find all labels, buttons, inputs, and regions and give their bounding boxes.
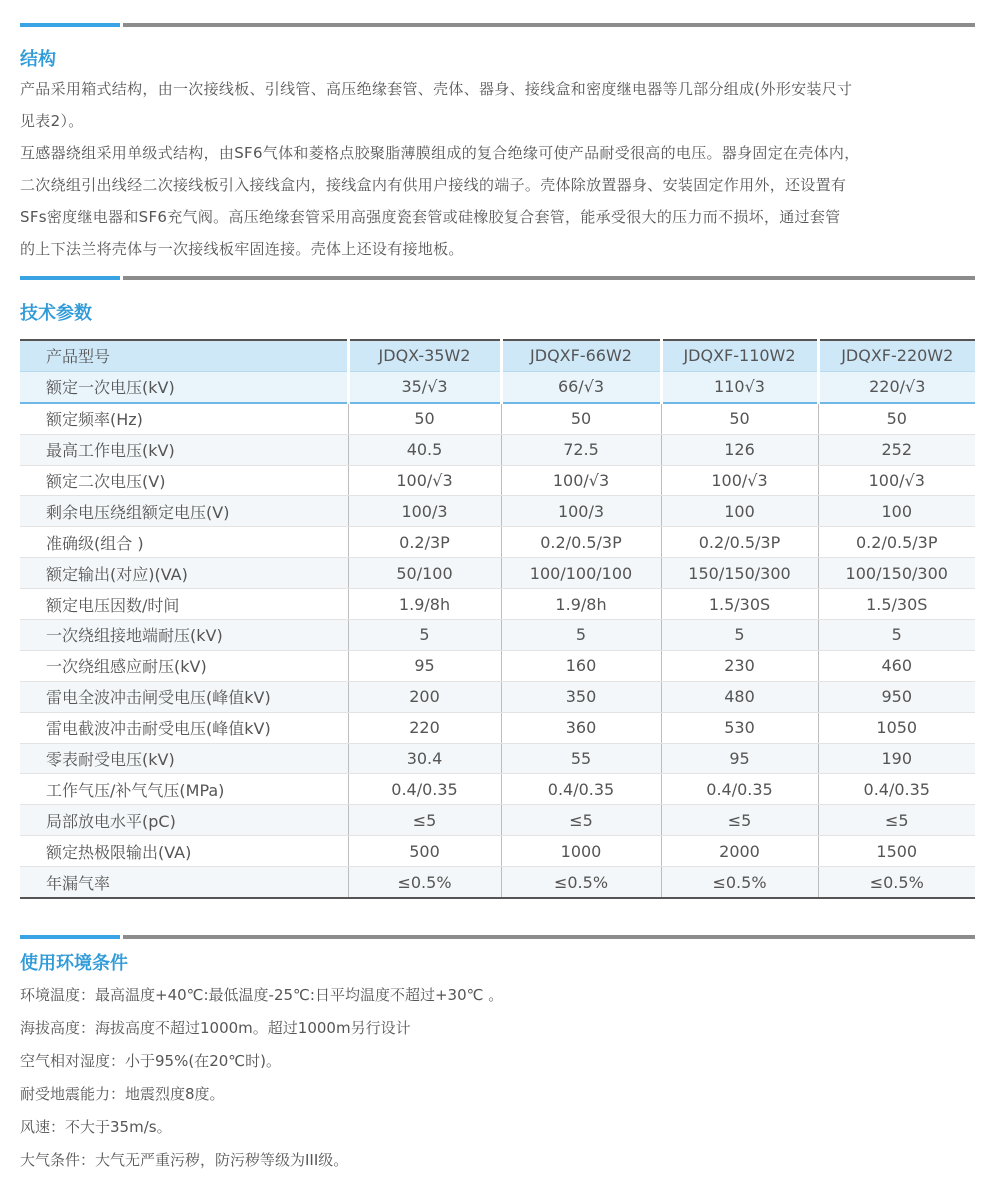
param-value-cell: 40.5 <box>348 434 501 465</box>
param-value-cell: 1.9/8h <box>348 589 501 620</box>
structure-body <box>20 73 975 265</box>
table-row <box>20 774 975 805</box>
env-title: 使用环境条件 <box>20 953 128 974</box>
param-value-cell: 50 <box>818 403 975 434</box>
param-value-cell: 950 <box>818 681 975 712</box>
param-value-cell: 480 <box>661 681 818 712</box>
structure-section <box>20 23 975 265</box>
table-row <box>20 867 975 898</box>
env-line: 风速：不大于35m/s。 <box>20 1118 172 1136</box>
param-value-cell: 95 <box>348 650 501 681</box>
env-line: 耐受地震能力：地震烈度8度。 <box>20 1085 225 1103</box>
param-value-cell: 360 <box>501 712 661 743</box>
param-name-cell: 额定一次电压(kV) <box>20 371 348 402</box>
param-name-cell: 局部放电水平(pC) <box>20 805 348 836</box>
param-value-cell: 0.4/0.35 <box>661 774 818 805</box>
param-name-cell: 最高工作电压(kV) <box>20 434 348 465</box>
param-value-cell: 150/150/300 <box>661 558 818 589</box>
model-header-cell: JDQXF-66W2 <box>501 340 661 371</box>
table-row <box>20 620 975 651</box>
param-value-cell: 190 <box>818 743 975 774</box>
table-row <box>20 434 975 465</box>
tech-title: 技术参数 <box>20 303 92 324</box>
param-value-cell: ≤0.5% <box>818 867 975 898</box>
section-divider <box>20 276 975 280</box>
table-row <box>20 496 975 527</box>
param-name-cell: 一次绕组接地端耐压(kV) <box>20 620 348 651</box>
model-header-cell: JDQX-35W2 <box>348 340 501 371</box>
param-value-cell: 0.4/0.35 <box>501 774 661 805</box>
model-header-cell: JDQXF-110W2 <box>661 340 818 371</box>
param-value-cell: 160 <box>501 650 661 681</box>
param-value-cell: 100/√3 <box>501 465 661 496</box>
param-value-cell: 0.2/3P <box>348 527 501 558</box>
param-value-cell: 5 <box>348 620 501 651</box>
param-value-cell: 50 <box>501 403 661 434</box>
param-value-cell: 1.5/30S <box>661 589 818 620</box>
param-value-cell: 0.4/0.35 <box>348 774 501 805</box>
param-value-cell: 0.2/0.5/3P <box>818 527 975 558</box>
param-value-cell: ≤0.5% <box>348 867 501 898</box>
param-value-cell: ≤5 <box>661 805 818 836</box>
table-row <box>20 743 975 774</box>
param-name-cell: 一次绕组感应耐压(kV) <box>20 650 348 681</box>
param-value-cell: 100/√3 <box>818 465 975 496</box>
param-value-cell: 50/100 <box>348 558 501 589</box>
param-value-cell: 126 <box>661 434 818 465</box>
param-name-cell: 零表耐受电压(kV) <box>20 743 348 774</box>
param-value-cell: 220 <box>348 712 501 743</box>
param-value-cell: ≤5 <box>348 805 501 836</box>
env-section <box>20 935 975 1177</box>
param-value-cell: 1000 <box>501 836 661 867</box>
param-value-cell: 55 <box>501 743 661 774</box>
param-value-cell: 100/3 <box>501 496 661 527</box>
param-value-cell: 5 <box>661 620 818 651</box>
param-value-cell: 100/√3 <box>348 465 501 496</box>
table-row <box>20 712 975 743</box>
table-header-row <box>20 340 975 371</box>
table-row <box>20 465 975 496</box>
structure-paragraph-line: 的上下法兰将壳体与一次接线板牢固连接。壳体上还设有接地板。 <box>20 240 464 258</box>
param-name-cell: 额定二次电压(V) <box>20 465 348 496</box>
param-value-cell: 1050 <box>818 712 975 743</box>
param-value-cell: 200 <box>348 681 501 712</box>
param-value-cell: 2000 <box>661 836 818 867</box>
model-header-cell: JDQXF-220W2 <box>818 340 975 371</box>
param-name-cell: 额定输出(对应)(VA) <box>20 558 348 589</box>
param-name-cell: 准确级(组合 ) <box>20 527 348 558</box>
param-value-cell: 1.9/8h <box>501 589 661 620</box>
param-value-cell: 5 <box>818 620 975 651</box>
param-value-cell: ≤5 <box>501 805 661 836</box>
header-label-cell: 产品型号 <box>20 340 348 371</box>
param-value-cell: 0.4/0.35 <box>818 774 975 805</box>
table-row <box>20 805 975 836</box>
param-name-cell: 额定频率(Hz) <box>20 403 348 434</box>
table-row <box>20 589 975 620</box>
param-value-cell: 252 <box>818 434 975 465</box>
param-value-cell: 230 <box>661 650 818 681</box>
structure-paragraph-line: 产品采用箱式结构，由一次接线板、引线管、高压绝缘套管、壳体、器身、接线盒和密度继电器等几部分组成(外形安装尺寸 <box>20 80 853 98</box>
param-value-cell: 110√3 <box>661 371 818 402</box>
param-name-cell: 雷电全波冲击闸受电压(峰值kV) <box>20 681 348 712</box>
param-value-cell: ≤0.5% <box>501 867 661 898</box>
param-value-cell: 0.2/0.5/3P <box>661 527 818 558</box>
table-row <box>20 681 975 712</box>
param-name-cell: 年漏气率 <box>20 867 348 898</box>
param-name-cell: 雷电截波冲击耐受电压(峰值kV) <box>20 712 348 743</box>
param-value-cell: 220/√3 <box>818 371 975 402</box>
table-row <box>20 836 975 867</box>
param-value-cell: 30.4 <box>348 743 501 774</box>
env-line: 环境温度：最高温度+40℃:最低温度-25℃:日平均温度不超过+30℃ 。 <box>20 986 504 1004</box>
param-value-cell: 100/3 <box>348 496 501 527</box>
param-value-cell: 0.2/0.5/3P <box>501 527 661 558</box>
table-row <box>20 558 975 589</box>
param-value-cell: 35/√3 <box>348 371 501 402</box>
param-value-cell: 500 <box>348 836 501 867</box>
param-value-cell: ≤5 <box>818 805 975 836</box>
param-value-cell: ≤0.5% <box>661 867 818 898</box>
env-body <box>20 979 975 1177</box>
param-value-cell: 95 <box>661 743 818 774</box>
structure-paragraph-line: 互感器绕组采用单级式结构，由SF6气体和菱格点胶聚脂薄膜组成的复合绝缘可使产品耐受很高的电压。器身固定在壳体内， <box>20 144 860 162</box>
param-value-cell: 72.5 <box>501 434 661 465</box>
section-divider <box>20 935 975 939</box>
param-value-cell: 100 <box>818 496 975 527</box>
spec-table <box>20 339 975 899</box>
param-value-cell: 100/√3 <box>661 465 818 496</box>
param-value-cell: 100/150/300 <box>818 558 975 589</box>
param-name-cell: 额定热极限输出(VA) <box>20 836 348 867</box>
table-row <box>20 527 975 558</box>
param-value-cell: 530 <box>661 712 818 743</box>
table-row <box>20 403 975 434</box>
param-name-cell: 额定电压因数/时间 <box>20 589 348 620</box>
param-name-cell: 剩余电压绕组额定电压(V) <box>20 496 348 527</box>
section-divider <box>20 23 975 27</box>
param-value-cell: 100 <box>661 496 818 527</box>
env-line: 海拔高度：海拔高度不超过1000m。超过1000m另行设计 <box>20 1019 411 1037</box>
structure-paragraph-line: 见表2）。 <box>20 112 84 130</box>
structure-paragraph-line: 二次绕组引出线经二次接线板引入接线盒内，接线盒内有供用户接线的端子。壳体除放置器身、安装固定作用外，还设置有 <box>20 176 847 194</box>
param-value-cell: 100/100/100 <box>501 558 661 589</box>
param-value-cell: 50 <box>348 403 501 434</box>
param-value-cell: 5 <box>501 620 661 651</box>
param-value-cell: 66/√3 <box>501 371 661 402</box>
param-value-cell: 460 <box>818 650 975 681</box>
table-row <box>20 650 975 681</box>
param-value-cell: 1500 <box>818 836 975 867</box>
env-line: 空气相对湿度：小于95%(在20℃时)。 <box>20 1052 281 1070</box>
structure-title: 结构 <box>20 49 56 70</box>
table-row <box>20 371 975 402</box>
param-value-cell: 350 <box>501 681 661 712</box>
param-value-cell: 50 <box>661 403 818 434</box>
param-name-cell: 工作气压/补气气压(MPa) <box>20 774 348 805</box>
param-value-cell: 1.5/30S <box>818 589 975 620</box>
tech-section <box>20 276 975 326</box>
structure-paragraph-line: SFs密度继电器和SF6充气阀。高压绝缘套管采用高强度瓷套管或硅橡胶复合套管，能承受很大的压力而不损坏，通过套管 <box>20 208 841 226</box>
env-line: 大气条件：大气无严重污秽，防污秽等级为III级。 <box>20 1151 349 1169</box>
